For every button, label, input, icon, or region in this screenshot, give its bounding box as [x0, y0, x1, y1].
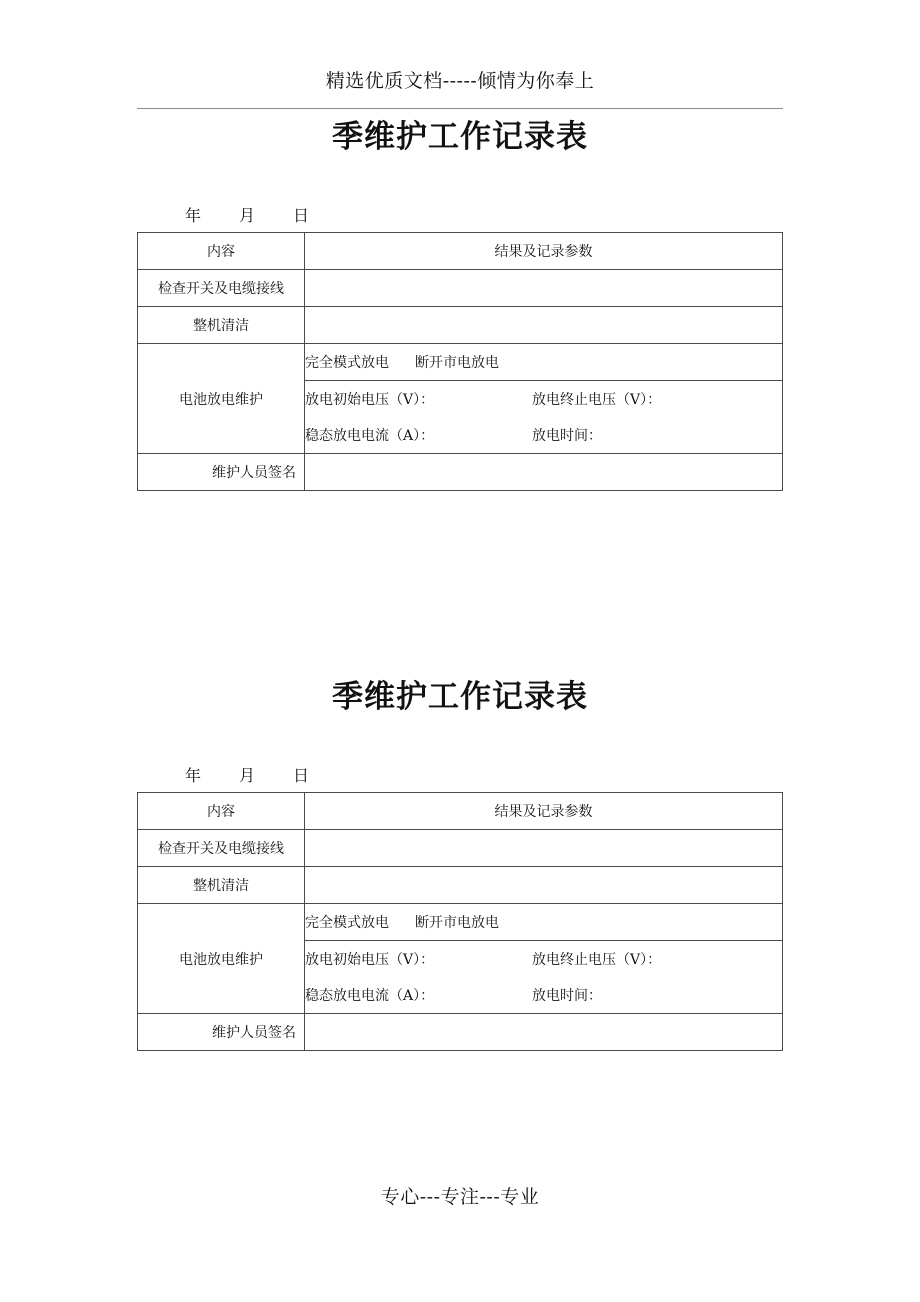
battery-current-cell[interactable] — [305, 417, 783, 454]
battery-current: 稳态放电电流（A）： — [305, 988, 435, 1004]
battery-voltage-cell[interactable] — [305, 381, 783, 418]
record-table — [137, 232, 783, 491]
row-label-signature: 维护人员签名 — [138, 454, 305, 491]
maintenance-form-1 — [137, 114, 783, 491]
signature-cell[interactable] — [305, 1014, 783, 1051]
table-header-row — [138, 233, 783, 270]
row-label-switch-cable: 检查开关及电缆接线 — [138, 270, 305, 307]
page-footer: 专心---专注---专业 — [380, 1186, 540, 1208]
table-row — [138, 904, 783, 941]
row-label-cleaning: 整机清洁 — [138, 307, 305, 344]
table-row — [138, 454, 783, 491]
battery-disconnect: 断开市电放电 — [415, 355, 499, 371]
row-label-battery: 电池放电维护 — [138, 344, 305, 454]
result-cell-switch-cable[interactable] — [305, 270, 783, 307]
battery-voltage-cell[interactable] — [305, 941, 783, 978]
battery-full-mode: 完全模式放电 — [305, 915, 389, 931]
maintenance-form-2 — [137, 674, 783, 1051]
battery-current-cell[interactable] — [305, 977, 783, 1014]
table-header-row — [138, 793, 783, 830]
table-row — [138, 1014, 783, 1051]
signature-cell[interactable] — [305, 454, 783, 491]
header-content: 内容 — [138, 233, 305, 270]
battery-start-voltage: 放电初始电压（V）： — [305, 952, 435, 968]
date-day-label: 日 — [293, 206, 310, 225]
header-content: 内容 — [138, 793, 305, 830]
date-day-label: 日 — [293, 766, 310, 785]
battery-mode-cell[interactable] — [305, 904, 783, 941]
result-cell-cleaning[interactable] — [305, 867, 783, 904]
result-cell-cleaning[interactable] — [305, 307, 783, 344]
date-month-label: 月 — [239, 766, 256, 785]
battery-current: 稳态放电电流（A）： — [305, 428, 435, 444]
row-label-signature: 维护人员签名 — [138, 1014, 305, 1051]
form-title: 季维护工作记录表 — [332, 679, 588, 715]
result-cell-switch-cable[interactable] — [305, 830, 783, 867]
date-year-label: 年 — [185, 206, 202, 225]
date-month-label: 月 — [239, 206, 256, 225]
date-line — [137, 200, 783, 232]
battery-full-mode: 完全模式放电 — [305, 355, 389, 371]
page-header: 精选优质文档-----倾情为你奉上 — [325, 70, 595, 92]
header-result: 结果及记录参数 — [305, 233, 783, 270]
table-row — [138, 867, 783, 904]
row-label-battery: 电池放电维护 — [138, 904, 305, 1014]
table-row — [138, 344, 783, 381]
row-label-cleaning: 整机清洁 — [138, 867, 305, 904]
date-line — [137, 760, 783, 792]
table-row — [138, 307, 783, 344]
battery-end-voltage: 放电终止电压（V）： — [532, 392, 662, 408]
row-label-switch-cable: 检查开关及电缆接线 — [138, 830, 305, 867]
table-row — [138, 270, 783, 307]
battery-time: 放电时间： — [532, 428, 602, 444]
form-title: 季维护工作记录表 — [332, 119, 588, 155]
battery-start-voltage: 放电初始电压（V）： — [305, 392, 435, 408]
table-row — [138, 830, 783, 867]
header-result: 结果及记录参数 — [305, 793, 783, 830]
header-divider — [137, 108, 783, 109]
battery-end-voltage: 放电终止电压（V）： — [532, 952, 662, 968]
battery-disconnect: 断开市电放电 — [415, 915, 499, 931]
date-year-label: 年 — [185, 766, 202, 785]
battery-mode-cell[interactable] — [305, 344, 783, 381]
battery-time: 放电时间： — [532, 988, 602, 1004]
record-table — [137, 792, 783, 1051]
